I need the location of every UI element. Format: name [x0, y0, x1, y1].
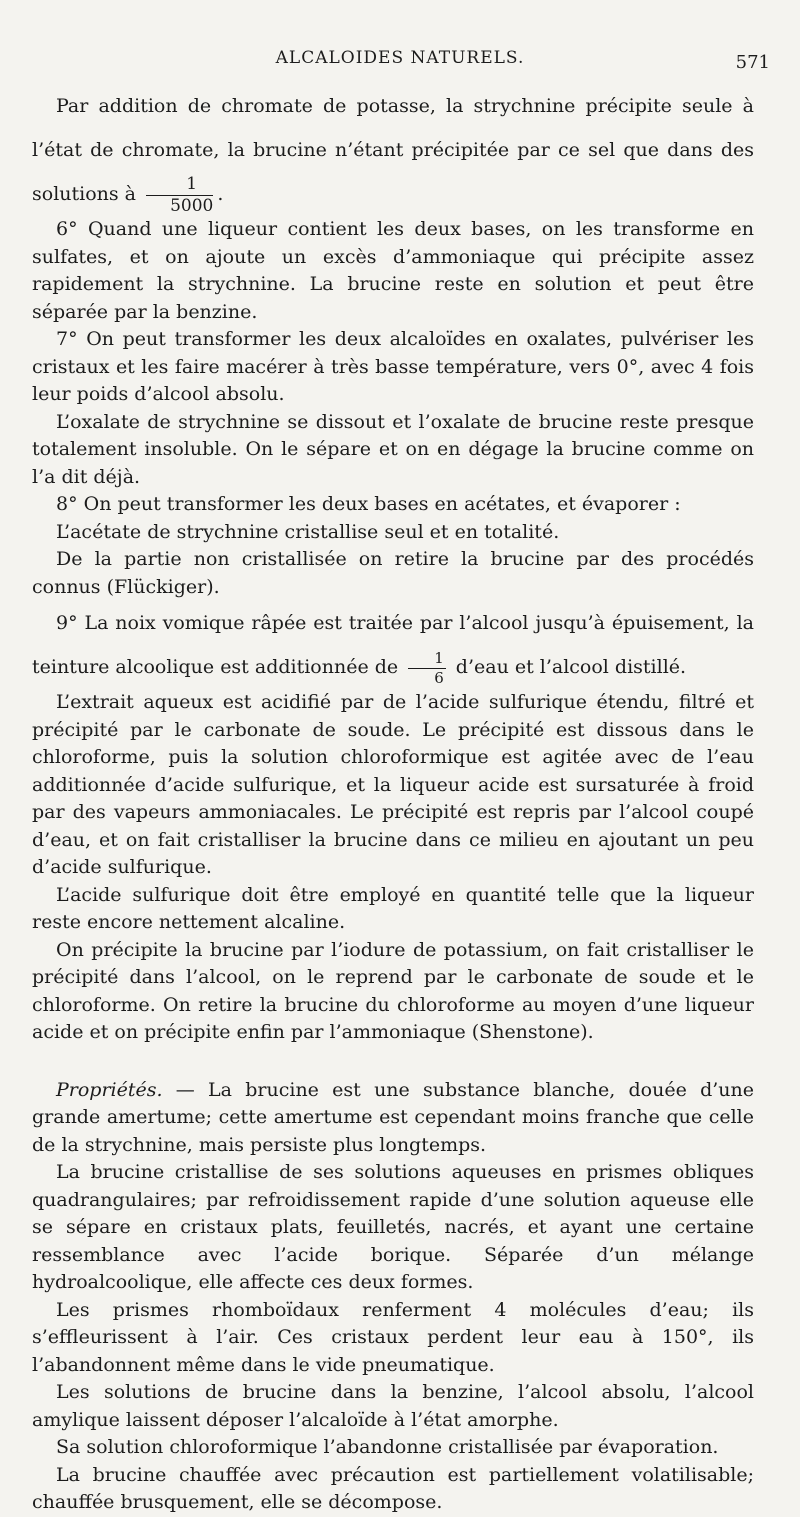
fraction-denominator: 5000 [170, 195, 214, 216]
paragraph-cristallise: La brucine cristallise de ses solutions aqueuses en prismes obliques quadrangulaires; par refroidissement rapide d’une solution aqueuse elle se sépare en cristaux plats, feuilletés, nacrés, et ayant une certaine ressemblance avec l’acide borique. Séparée d’un mélange hydroalcoolique, elle affecte ces deux formes. [32, 1161, 754, 1293]
paragraph-text: — La brucine est une substance blanche, douée d’une grande amertume; cette amertume est cependant moins franche que celle de la strychnine, mais persiste plus longtemps. [32, 1078, 754, 1156]
paragraph-proprietes [32, 1077, 754, 1160]
fraction-denominator: 6 [434, 668, 444, 687]
paragraph-text-end: d’eau et l’alcool distillé. [449, 656, 687, 678]
fraction-numerator: 1 [408, 651, 446, 669]
page-number: 571 [735, 52, 770, 73]
paragraph-oxalates: 7° On peut transformer les deux alcaloïdes en oxalates, pulvériser les cristaux et les faire macérer à très basse température, vers 0°, avec 4 fois leur poids d’alcool absolu. [32, 328, 754, 405]
running-head: ALCALOIDES NATURELS. [275, 48, 525, 68]
paragraph-text: Par addition de chromate de potasse, la strychnine précipite seule à l’état de chromate, la brucine n’étant précipitée par ce sel que dans des solutions à [32, 95, 754, 205]
paragraph-sulfates: 6° Quand une liqueur contient les deux bases, on les transforme en sulfates, et on ajoute un excès d’ammoniaque qui précipite assez rapidement la strychnine. La brucine reste en solution et peut être séparée par la benzine. [32, 218, 754, 323]
section-gap [32, 1047, 754, 1077]
paragraph-noix-vomique [32, 601, 754, 689]
paragraph-text: 9° La noix vomique râpée est traitée par l’alcool jusqu’à épuisement, la teinture alcoolique est additionnée de [32, 612, 754, 678]
paragraph-chauffee: La brucine chauffée avec précaution est partiellement volatilisable; chauffée brusquement, elle se décompose. [32, 1463, 754, 1513]
paragraph-solutions: Les solutions de brucine dans la benzine, l’alcool absolu, l’alcool amylique laissent déposer l’alcaloïde à l’état amorphe. [32, 1381, 754, 1431]
page-header [30, 46, 770, 76]
paragraph-acetates: 8° On peut transformer les deux bases en acétates, et évaporer : [56, 493, 681, 515]
paragraph-acide-sulfurique: L’acide sulfurique doit être employé en quantité telle que la liqueur reste encore nettement alcaline. [32, 883, 754, 933]
paragraph-chloroformique: Sa solution chloroformique l’abandonne cristallisée par évaporation. [56, 1436, 719, 1458]
fraction-1-6 [408, 648, 446, 687]
paragraph-extrait-aqueux: L’extrait aqueux est acidifié par de l’acide sulfurique étendu, filtré et précipité par le carbonate de soude. Le précipité est dissous dans le chloroforme, puis la solution chloroformique est agitée avec de l’eau additionnée d’acide sulfurique, et la liqueur acide est sursaturée à froid par des vapeurs ammoniacales. Le précipité est repris par l’alcool coupé d’eau, et on fait cristalliser la brucine dans ce milieu en ajoutant un peu d’acide sulfurique. [32, 691, 754, 878]
paragraph-acetate-strychnine: L’acétate de strychnine cristallise seul et en totalité. [56, 520, 560, 543]
paragraph-chromate [32, 84, 754, 216]
paragraph-shenstone: On précipite la brucine par l’iodure de potassium, on fait cristalliser le précipité dans l’alcool, on le reprend par le carbonate de soude et le chloroforme. On retire la brucine du chloroforme au moyen d’une liqueur acide et on précipite enfin par l’ammoniaque (Shenstone). [32, 938, 754, 1043]
section-title-proprietes: Propriétés. [56, 1078, 163, 1101]
fraction-numerator: 1 [146, 176, 213, 196]
paragraph-fluckiger: De la partie non cristallisée on retire la brucine par des procédés connus (Flückiger). [32, 548, 754, 598]
page-body [32, 84, 754, 1517]
paragraph-oxalate-strychnine: L’oxalate de strychnine se dissout et l’oxalate de brucine reste presque totalement insoluble. On le sépare et on en dégage la brucine comme on l’a dit déjà. [32, 410, 754, 488]
paragraph-prismes: Les prismes rhomboïdaux renferment 4 molécules d’eau; ils s’effleurissent à l’air. Ces cristaux perdent leur eau à 150°, ils l’abandonnent même dans le vide pneumatique. [32, 1298, 754, 1376]
paragraph-text-end: . [217, 183, 224, 205]
fraction-1-5000 [146, 173, 214, 216]
